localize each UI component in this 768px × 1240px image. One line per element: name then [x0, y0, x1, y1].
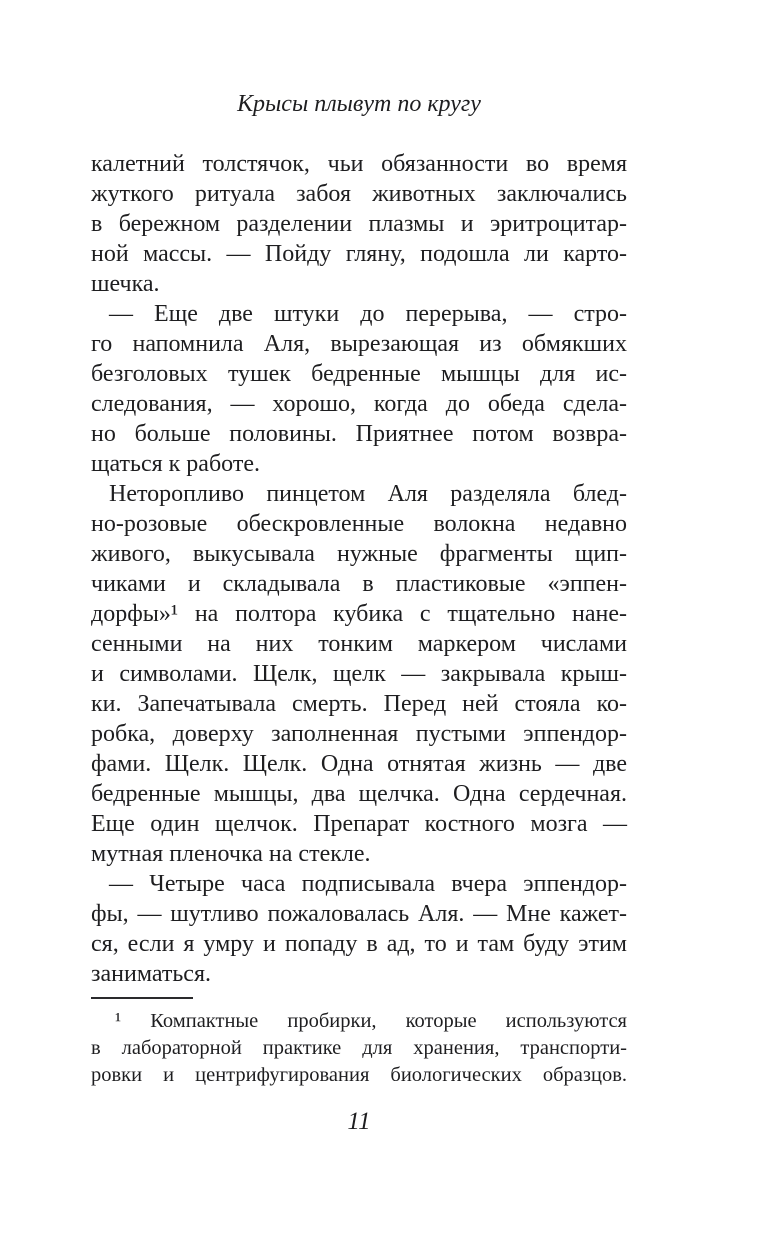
paragraph — [91, 149, 627, 299]
footnote-text — [91, 1008, 627, 1089]
paragraph — [91, 299, 627, 479]
text-line: робка, доверху заполненная пустыми эппендор- — [91, 721, 627, 747]
text-line: бедренные мышцы, два щелчка. Одна сердечная. — [91, 781, 627, 807]
text-line: фы, — шутливо пожаловалась Аля. — Мне кажет- — [91, 901, 627, 927]
text-line: ки. Запечатывала смерть. Перед ней стояла ко- — [91, 691, 627, 717]
text-line: — Четыре часа подписывала вчера эппендор- — [109, 871, 627, 897]
text-line: сенными на них тонким маркером числами — [91, 631, 627, 657]
text-line: дорфы»¹ на полтора кубика с тщательно нане- — [91, 601, 627, 627]
text-line: но-розовые обескровленные волокна недавно — [91, 511, 627, 537]
text-line: Неторопливо пинцетом Аля разделяла блед- — [109, 481, 627, 507]
page-number: 11 — [347, 1108, 371, 1135]
text-line: но больше половины. Приятнее потом возвра- — [91, 421, 627, 447]
text-line: следования, — хорошо, когда до обеда сдела- — [91, 391, 627, 417]
text-line: живого, выкусывала нужные фрагменты щип- — [91, 541, 627, 567]
footnote-line: в лабораторной практике для хранения, транспорти- — [91, 1037, 627, 1059]
footnote-separator — [91, 997, 193, 999]
paragraph — [91, 479, 627, 869]
text-line: фами. Щелк. Щелк. Одна отнятая жизнь — две — [91, 751, 627, 777]
text-line: ной массы. — Пойду гляну, подошла ли карто- — [91, 241, 627, 267]
footnote-line: ¹ Компактные пробирки, которые используются — [115, 1010, 627, 1032]
text-line: шечка. — [91, 271, 160, 297]
text-line: заниматься. — [91, 961, 211, 987]
paragraph — [91, 869, 627, 989]
text-line: щаться к работе. — [91, 451, 260, 477]
text-line: в бережном разделении плазмы и эритроцитар- — [91, 211, 627, 237]
text-line: ся, если я умру и попаду в ад, то и там буду этим — [91, 931, 627, 957]
text-line: — Еще две штуки до перерыва, — стро- — [109, 301, 627, 327]
text-line: мутная пленочка на стекле. — [91, 841, 371, 867]
text-line: безголовых тушек бедренные мышцы для ис- — [91, 361, 627, 387]
text-line: чиками и складывала в пластиковые «эппен- — [91, 571, 627, 597]
text-line: калетний толстячок, чьи обязанности во время — [91, 151, 627, 177]
footnote-line: ровки и центрифугирования биологических образцов. — [91, 1064, 627, 1086]
text-line: жуткого ритуала забоя животных заключались — [91, 181, 627, 207]
running-head: Крысы плывут по кругу — [237, 91, 481, 117]
text-line: Еще один щелчок. Препарат костного мозга — — [91, 811, 627, 837]
text-line: го напомнила Аля, вырезающая из обмякших — [91, 331, 627, 357]
body-text — [91, 149, 627, 989]
text-line: и символами. Щелк, щелк — закрывала крыш- — [91, 661, 627, 687]
